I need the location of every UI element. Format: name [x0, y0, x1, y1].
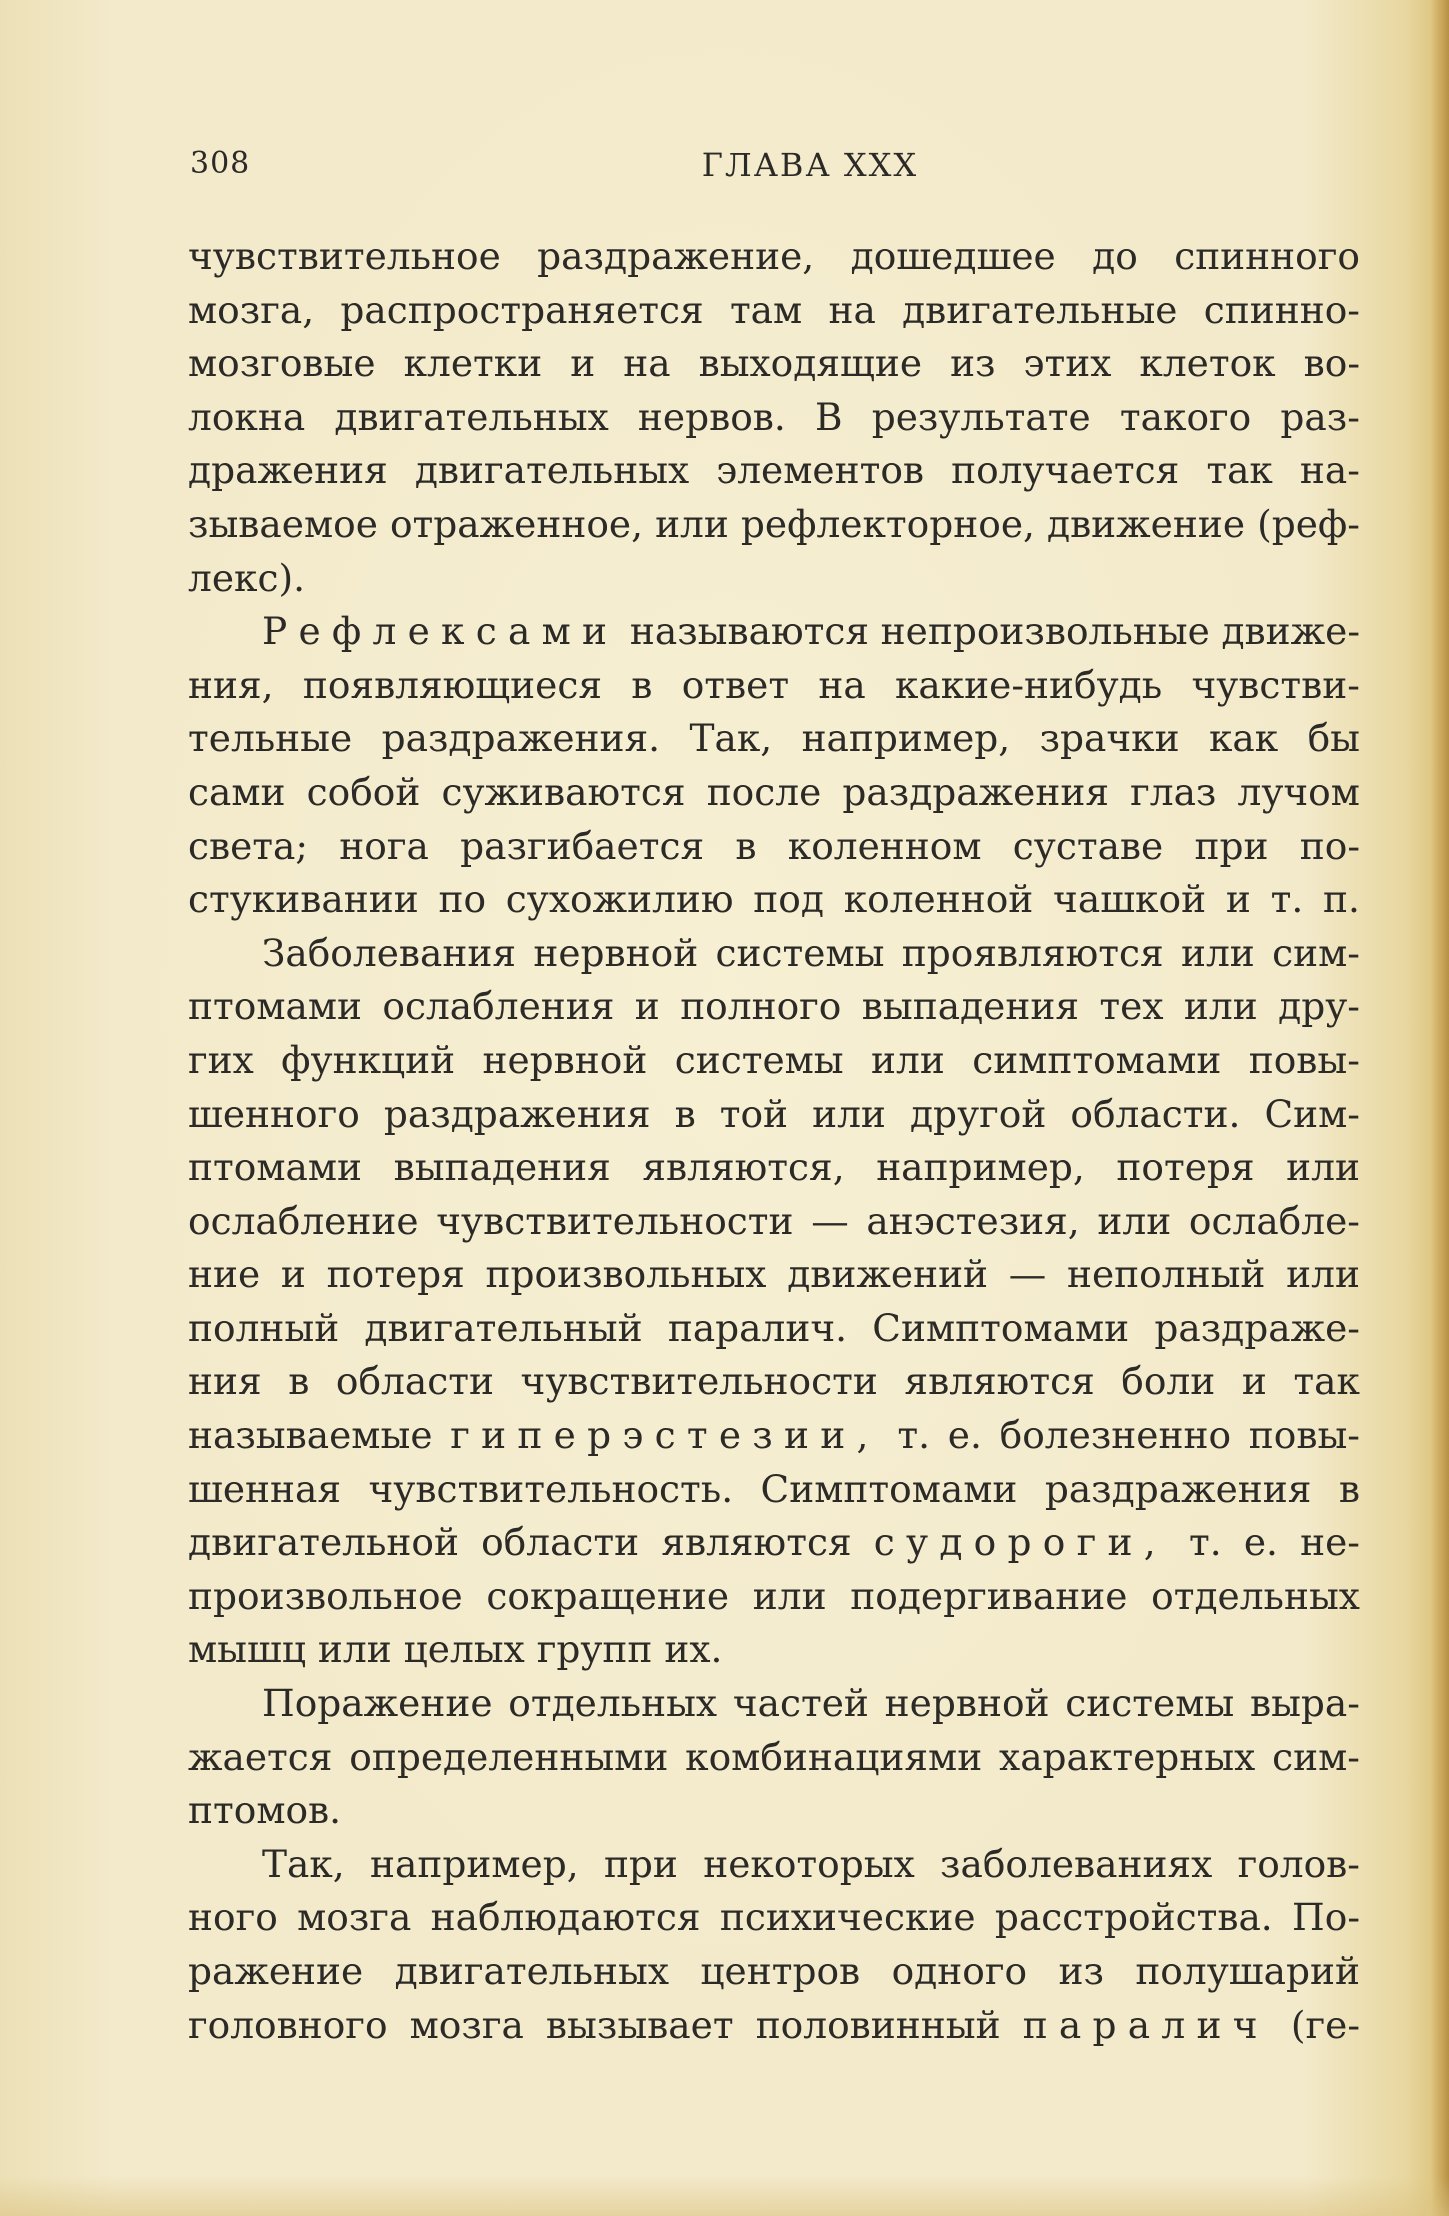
text-line: ного мозга наблюдаются психические расстройства. По-	[188, 1895, 1360, 1940]
text-line: тельные раздражения. Так, например, зрачки как бы	[188, 716, 1360, 761]
spaced-term: судороги,	[873, 1520, 1167, 1565]
text-line: зываемое отраженное, или рефлекторное, движение (реф-	[188, 501, 1360, 546]
text-line: гих функций нервной системы или симптомами повы-	[188, 1037, 1360, 1082]
text-line: локна двигательных нервов. В результате такого раз-	[188, 394, 1360, 439]
spaced-term: Рефлексами	[262, 609, 619, 654]
text-line: мышц или целых групп их.	[188, 1627, 723, 1672]
text-line: дражения двигательных элементов получается так на-	[188, 448, 1360, 493]
text-line: мозговые клетки и на выходящие из этих клеток во-	[188, 341, 1360, 386]
text-line: птомами выпадения являются, например, потеря или	[188, 1145, 1360, 1190]
text-line: лекс).	[188, 555, 306, 600]
text-line: птомов.	[188, 1788, 342, 1833]
text-line: Рефлексами называются непроизвольные движе-	[188, 605, 1360, 659]
text-line: произвольное сокращение или подергивание отдельных	[188, 1573, 1360, 1618]
text-line: Заболевания нервной системы проявляются или сим-	[262, 930, 1360, 975]
text-line: чувствительное раздражение, дошедшее до спинного	[188, 234, 1360, 278]
text-line: ния, появляющиеся в ответ на какие-нибудь чувстви-	[188, 662, 1360, 707]
running-head: ГЛАВА XXX	[701, 146, 919, 184]
text-line: ослабление чувствительности — анэстезия, или ослабле-	[188, 1198, 1360, 1243]
text-line: головного мозга вызывает половинный паралич (ге-	[188, 1999, 1360, 2053]
page-header	[190, 146, 1360, 190]
text-line: шенная чувствительность. Симптомами раздражения в	[188, 1466, 1360, 1511]
body-text	[188, 230, 1360, 2052]
text-line: ние и потеря произвольных движений — неполный или	[188, 1252, 1360, 1297]
text-line: Так, например, при некоторых заболеваниях голов-	[262, 1841, 1360, 1886]
text-line: птомами ослабления и полного выпадения тех или дру-	[188, 984, 1360, 1029]
text-line: стукивании по сухожилию под коленной чашкой и т. п.	[188, 877, 1360, 922]
spaced-term: гиперэстезии,	[450, 1413, 880, 1458]
text-line: сами собой суживаются после раздражения глаз лучом	[188, 769, 1360, 814]
text-line: жается определенными комбинациями характерных сим-	[188, 1734, 1360, 1779]
text-line: мозга, распространяется там на двигательные спинно-	[188, 287, 1360, 332]
text-line: Поражение отдельных частей нервной системы выра-	[262, 1681, 1360, 1726]
page-bottom-shadow	[0, 2176, 1449, 2216]
text-line: полный двигательный паралич. Симптомами раздраже-	[188, 1305, 1360, 1350]
text-line: ния в области чувствительности являются боли и так	[188, 1359, 1360, 1404]
page-number: 308	[190, 146, 251, 181]
text-line: называемые гиперэстезии, т. е. болезненно повы-	[188, 1409, 1360, 1463]
text-line: ражение двигательных центров одного из полушарий	[188, 1949, 1360, 1993]
spaced-term: паралич	[1022, 2002, 1269, 2047]
text-line: шенного раздражения в той или другой области. Сим-	[188, 1091, 1360, 1136]
text-line: света; нога разгибается в коленном суставе при по-	[188, 823, 1360, 868]
page-edge-shadow	[1431, 0, 1449, 2216]
text-line: двигательной области являются судороги, т. е. не-	[188, 1516, 1360, 1570]
